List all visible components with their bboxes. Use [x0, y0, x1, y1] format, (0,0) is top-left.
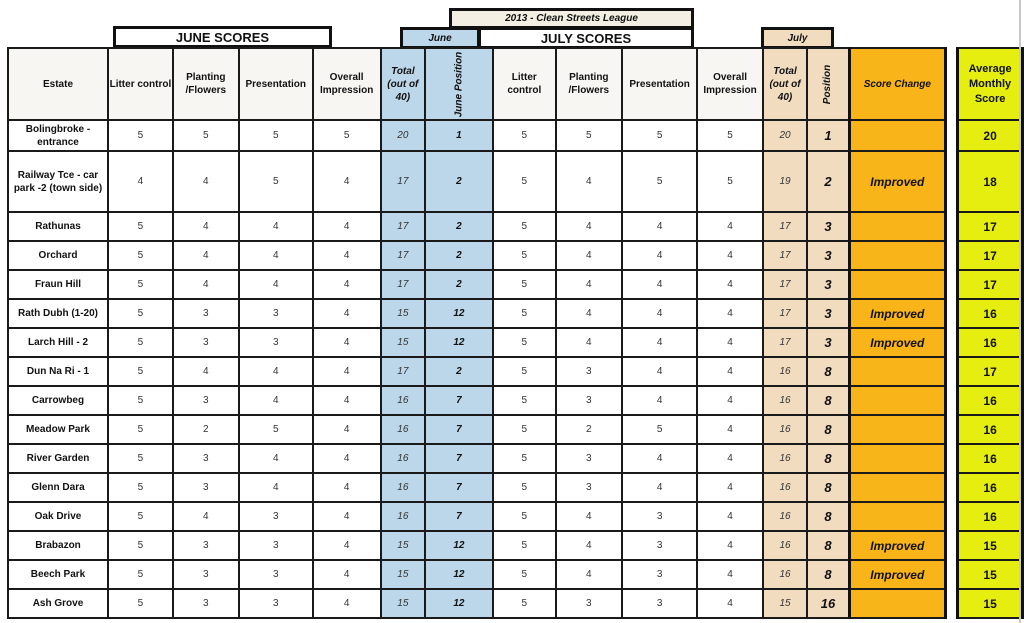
score-cell: 4 [173, 270, 239, 299]
table-row [8, 241, 1023, 270]
table-row [8, 120, 1023, 151]
score-cell: 4 [622, 270, 698, 299]
score-cell: 3 [239, 502, 313, 531]
score-cell: 17 [381, 151, 426, 212]
score-cell: 5 [493, 473, 556, 502]
score-cell: 16 [763, 473, 808, 502]
score-cell: 8 [807, 415, 849, 444]
score-cell: 4 [313, 270, 381, 299]
score-cell: 4 [313, 560, 381, 589]
score-cell: 2 [425, 151, 493, 212]
score-change-cell [849, 270, 945, 299]
col-estate: Estate [8, 48, 108, 120]
table-row [8, 560, 1023, 589]
score-cell: 17 [763, 270, 808, 299]
score-change-cell [849, 473, 945, 502]
average-cell: 15 [958, 531, 1023, 560]
estate-name: Railway Tce - car park -2 (town side) [8, 151, 108, 212]
score-cell: 4 [697, 299, 762, 328]
score-cell: 4 [622, 473, 698, 502]
score-cell: 8 [807, 531, 849, 560]
table-row [8, 212, 1023, 241]
june-totals-heading: June [400, 27, 480, 49]
score-cell: 2 [173, 415, 239, 444]
average-cell: 16 [958, 444, 1023, 473]
score-cell: 2 [425, 357, 493, 386]
average-cell: 15 [958, 589, 1023, 618]
score-cell: 5 [239, 415, 313, 444]
score-change-cell [849, 589, 945, 618]
estate-name: Ash Grove [8, 589, 108, 618]
average-cell: 16 [958, 502, 1023, 531]
column-gap [945, 270, 957, 299]
score-cell: 2 [425, 270, 493, 299]
col-score-change: Score Change [849, 48, 945, 120]
estate-name: Beech Park [8, 560, 108, 589]
score-cell: 5 [622, 151, 698, 212]
score-cell: 4 [313, 589, 381, 618]
column-gap [945, 502, 957, 531]
col-june-planting: Planting /Flowers [173, 48, 239, 120]
score-cell: 16 [381, 386, 426, 415]
score-cell: 4 [556, 328, 622, 357]
score-cell: 4 [697, 415, 762, 444]
score-cell: 2 [807, 151, 849, 212]
score-cell: 4 [556, 299, 622, 328]
score-cell: 5 [493, 415, 556, 444]
score-cell: 15 [763, 589, 808, 618]
score-cell: 7 [425, 415, 493, 444]
estate-name: Bolingbroke -entrance [8, 120, 108, 151]
score-cell: 17 [763, 328, 808, 357]
score-cell: 5 [493, 357, 556, 386]
score-change-cell [849, 386, 945, 415]
score-cell: 17 [381, 357, 426, 386]
score-cell: 3 [173, 444, 239, 473]
column-gap [945, 473, 957, 502]
column-gap [945, 212, 957, 241]
league-title: 2013 - Clean Streets League [449, 8, 694, 29]
score-cell: 4 [622, 328, 698, 357]
col-july-total: Total (out of 40) [763, 48, 808, 120]
score-cell: 4 [239, 444, 313, 473]
score-cell: 17 [381, 270, 426, 299]
score-cell: 5 [493, 560, 556, 589]
score-cell: 4 [239, 212, 313, 241]
score-cell: 16 [763, 415, 808, 444]
score-cell: 5 [108, 328, 173, 357]
score-cell: 8 [807, 386, 849, 415]
score-change-cell [849, 120, 945, 151]
score-cell: 3 [173, 299, 239, 328]
average-cell: 17 [958, 241, 1023, 270]
score-cell: 17 [381, 241, 426, 270]
score-cell: 5 [493, 241, 556, 270]
score-change-cell [849, 502, 945, 531]
col-july-litter: Litter control [493, 48, 556, 120]
score-cell: 5 [622, 415, 698, 444]
score-cell: 12 [425, 560, 493, 589]
score-cell: 4 [313, 502, 381, 531]
score-change-cell: Improved [849, 328, 945, 357]
league-table [7, 47, 1024, 619]
estate-name: Larch Hill - 2 [8, 328, 108, 357]
score-cell: 4 [239, 473, 313, 502]
column-gap [945, 48, 957, 120]
score-cell: 3 [239, 589, 313, 618]
score-cell: 4 [313, 444, 381, 473]
score-cell: 5 [313, 120, 381, 151]
score-cell: 4 [622, 357, 698, 386]
score-cell: 4 [313, 241, 381, 270]
score-cell: 4 [556, 531, 622, 560]
score-cell: 5 [239, 151, 313, 212]
score-cell: 4 [697, 473, 762, 502]
column-gap [945, 560, 957, 589]
score-cell: 15 [381, 560, 426, 589]
table-row [8, 357, 1023, 386]
score-cell: 20 [381, 120, 426, 151]
score-cell: 5 [493, 531, 556, 560]
score-cell: 8 [807, 560, 849, 589]
estate-name: Rathunas [8, 212, 108, 241]
score-cell: 4 [313, 531, 381, 560]
score-cell: 4 [239, 357, 313, 386]
score-change-cell [849, 241, 945, 270]
score-cell: 8 [807, 444, 849, 473]
column-gap [945, 357, 957, 386]
score-cell: 4 [173, 241, 239, 270]
score-cell: 3 [173, 386, 239, 415]
col-june-overall: Overall Impression [313, 48, 381, 120]
column-gap [945, 386, 957, 415]
score-cell: 2 [556, 415, 622, 444]
score-cell: 12 [425, 589, 493, 618]
column-gap [945, 415, 957, 444]
table-row [8, 415, 1023, 444]
score-cell: 4 [556, 241, 622, 270]
score-cell: 4 [108, 151, 173, 212]
score-cell: 17 [763, 299, 808, 328]
score-cell: 16 [807, 589, 849, 618]
score-cell: 5 [108, 589, 173, 618]
score-cell: 3 [173, 560, 239, 589]
score-cell: 3 [556, 386, 622, 415]
table-row [8, 270, 1023, 299]
score-cell: 5 [173, 120, 239, 151]
score-cell: 5 [493, 120, 556, 151]
average-cell: 17 [958, 212, 1023, 241]
average-cell: 16 [958, 473, 1023, 502]
column-gap [945, 589, 957, 618]
score-cell: 5 [108, 473, 173, 502]
score-cell: 5 [493, 151, 556, 212]
estate-name: Fraun Hill [8, 270, 108, 299]
page-edge [1019, 0, 1021, 623]
col-june-litter: Litter control [108, 48, 173, 120]
average-cell: 16 [958, 386, 1023, 415]
score-cell: 3 [556, 589, 622, 618]
score-cell: 4 [622, 386, 698, 415]
column-gap [945, 120, 957, 151]
table-row [8, 502, 1023, 531]
score-cell: 4 [173, 212, 239, 241]
score-cell: 5 [108, 502, 173, 531]
score-cell: 16 [763, 357, 808, 386]
score-cell: 4 [313, 473, 381, 502]
score-cell: 5 [239, 120, 313, 151]
table-row [8, 589, 1023, 618]
average-cell: 16 [958, 299, 1023, 328]
col-july-planting: Planting /Flowers [556, 48, 622, 120]
estate-name: Orchard [8, 241, 108, 270]
july-scores-heading: JULY SCORES [478, 27, 694, 49]
score-cell: 5 [493, 444, 556, 473]
column-gap [945, 328, 957, 357]
score-cell: 8 [807, 473, 849, 502]
average-cell: 18 [958, 151, 1023, 212]
score-cell: 7 [425, 473, 493, 502]
score-cell: 8 [807, 502, 849, 531]
score-cell: 4 [313, 415, 381, 444]
score-cell: 5 [697, 120, 762, 151]
score-cell: 3 [556, 357, 622, 386]
average-cell: 15 [958, 560, 1023, 589]
score-cell: 16 [763, 531, 808, 560]
estate-name: Oak Drive [8, 502, 108, 531]
score-cell: 4 [697, 386, 762, 415]
score-cell: 4 [173, 502, 239, 531]
col-july-position: Position [807, 48, 849, 120]
score-cell: 5 [108, 560, 173, 589]
score-cell: 5 [493, 502, 556, 531]
score-change-cell: Improved [849, 151, 945, 212]
score-cell: 4 [697, 589, 762, 618]
score-cell: 3 [807, 212, 849, 241]
score-cell: 5 [493, 328, 556, 357]
score-cell: 3 [807, 270, 849, 299]
score-cell: 5 [108, 270, 173, 299]
score-cell: 5 [108, 531, 173, 560]
estate-name: River Garden [8, 444, 108, 473]
score-cell: 4 [622, 299, 698, 328]
score-cell: 5 [697, 151, 762, 212]
col-average: Average Monthly Score [958, 48, 1023, 120]
score-cell: 4 [622, 444, 698, 473]
score-cell: 5 [108, 212, 173, 241]
table-row [8, 531, 1023, 560]
score-cell: 16 [381, 415, 426, 444]
score-cell: 2 [425, 212, 493, 241]
score-change-cell: Improved [849, 531, 945, 560]
score-cell: 16 [381, 473, 426, 502]
score-cell: 3 [807, 299, 849, 328]
score-cell: 3 [173, 328, 239, 357]
score-cell: 4 [556, 502, 622, 531]
score-cell: 3 [622, 560, 698, 589]
score-cell: 4 [556, 560, 622, 589]
score-change-cell [849, 357, 945, 386]
score-cell: 7 [425, 502, 493, 531]
score-cell: 12 [425, 299, 493, 328]
score-cell: 5 [108, 386, 173, 415]
score-cell: 15 [381, 589, 426, 618]
table-row [8, 386, 1023, 415]
col-july-overall: Overall Impression [697, 48, 762, 120]
score-cell: 3 [556, 444, 622, 473]
score-cell: 5 [108, 444, 173, 473]
score-cell: 16 [381, 444, 426, 473]
score-cell: 12 [425, 328, 493, 357]
table-row [8, 328, 1023, 357]
score-cell: 3 [239, 531, 313, 560]
score-cell: 4 [313, 299, 381, 328]
score-cell: 5 [493, 270, 556, 299]
score-cell: 3 [173, 589, 239, 618]
score-cell: 5 [493, 299, 556, 328]
score-cell: 16 [763, 560, 808, 589]
average-cell: 20 [958, 120, 1023, 151]
score-cell: 3 [622, 502, 698, 531]
score-cell: 3 [239, 560, 313, 589]
score-cell: 5 [108, 357, 173, 386]
score-change-cell [849, 415, 945, 444]
estate-name: Brabazon [8, 531, 108, 560]
col-june-total: Total (out of 40) [381, 48, 426, 120]
average-cell: 16 [958, 328, 1023, 357]
score-change-cell: Improved [849, 299, 945, 328]
header-row [8, 48, 1023, 120]
score-cell: 5 [108, 415, 173, 444]
score-cell: 4 [697, 357, 762, 386]
score-cell: 4 [239, 241, 313, 270]
score-cell: 4 [697, 328, 762, 357]
score-cell: 4 [313, 151, 381, 212]
score-cell: 4 [697, 502, 762, 531]
table-row [8, 473, 1023, 502]
score-cell: 15 [381, 299, 426, 328]
score-cell: 3 [622, 589, 698, 618]
score-cell: 4 [173, 151, 239, 212]
score-cell: 3 [807, 241, 849, 270]
june-scores-heading: JUNE SCORES [113, 26, 332, 48]
score-cell: 5 [108, 120, 173, 151]
column-gap [945, 444, 957, 473]
score-change-cell [849, 444, 945, 473]
score-cell: 5 [108, 299, 173, 328]
score-cell: 16 [763, 444, 808, 473]
score-cell: 4 [556, 151, 622, 212]
score-cell: 4 [239, 270, 313, 299]
score-cell: 4 [622, 212, 698, 241]
column-gap [945, 151, 957, 212]
score-cell: 4 [313, 357, 381, 386]
score-cell: 2 [425, 241, 493, 270]
score-cell: 4 [697, 270, 762, 299]
average-cell: 17 [958, 270, 1023, 299]
score-cell: 20 [763, 120, 808, 151]
score-change-cell: Improved [849, 560, 945, 589]
estate-name: Glenn Dara [8, 473, 108, 502]
score-cell: 16 [381, 502, 426, 531]
estate-name: Meadow Park [8, 415, 108, 444]
score-cell: 15 [381, 531, 426, 560]
estate-name: Rath Dubh (1-20) [8, 299, 108, 328]
score-cell: 4 [697, 560, 762, 589]
score-cell: 5 [493, 212, 556, 241]
score-cell: 4 [313, 328, 381, 357]
estate-name: Carrowbeg [8, 386, 108, 415]
column-gap [945, 299, 957, 328]
score-cell: 3 [239, 299, 313, 328]
score-cell: 4 [313, 386, 381, 415]
score-cell: 4 [173, 357, 239, 386]
score-cell: 3 [556, 473, 622, 502]
score-cell: 4 [622, 241, 698, 270]
score-cell: 4 [556, 270, 622, 299]
score-cell: 4 [556, 212, 622, 241]
score-cell: 5 [556, 120, 622, 151]
score-cell: 17 [763, 241, 808, 270]
score-cell: 4 [697, 444, 762, 473]
col-june-presentation: Presentation [239, 48, 313, 120]
july-totals-heading: July [761, 27, 834, 49]
score-cell: 3 [173, 531, 239, 560]
score-cell: 4 [697, 241, 762, 270]
score-cell: 4 [239, 386, 313, 415]
score-cell: 5 [493, 386, 556, 415]
score-cell: 1 [807, 120, 849, 151]
score-cell: 1 [425, 120, 493, 151]
score-cell: 16 [763, 502, 808, 531]
average-cell: 16 [958, 415, 1023, 444]
score-cell: 17 [763, 212, 808, 241]
score-cell: 5 [108, 241, 173, 270]
average-cell: 17 [958, 357, 1023, 386]
table-row [8, 151, 1023, 212]
col-july-presentation: Presentation [622, 48, 698, 120]
score-cell: 7 [425, 444, 493, 473]
score-cell: 4 [697, 531, 762, 560]
score-cell: 3 [173, 473, 239, 502]
score-cell: 3 [622, 531, 698, 560]
score-cell: 3 [239, 328, 313, 357]
score-cell: 15 [381, 328, 426, 357]
score-cell: 8 [807, 357, 849, 386]
table-row [8, 299, 1023, 328]
score-cell: 3 [807, 328, 849, 357]
col-june-position: June Position [425, 48, 493, 120]
estate-name: Dun Na Ri - 1 [8, 357, 108, 386]
table-row [8, 444, 1023, 473]
score-cell: 4 [697, 212, 762, 241]
score-cell: 7 [425, 386, 493, 415]
score-cell: 4 [313, 212, 381, 241]
score-cell: 12 [425, 531, 493, 560]
score-cell: 19 [763, 151, 808, 212]
score-cell: 5 [493, 589, 556, 618]
score-change-cell [849, 212, 945, 241]
score-cell: 5 [622, 120, 698, 151]
score-cell: 16 [763, 386, 808, 415]
score-cell: 17 [381, 212, 426, 241]
column-gap [945, 241, 957, 270]
column-gap [945, 531, 957, 560]
